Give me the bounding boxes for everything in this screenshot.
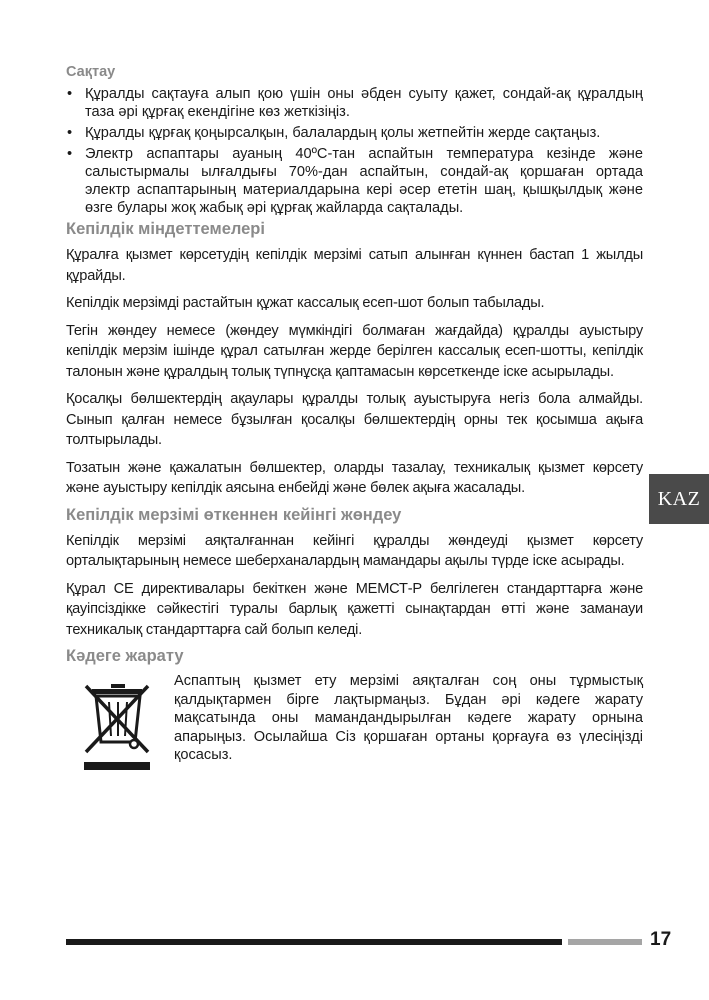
paragraph: Тозатын және қажалатын бөлшектер, оларды тазалау, техникалық қызмет көрсету және ауыстыру кепілдік аясына енбейді және бөлек ақыға жасалады. [66, 459, 643, 496]
language-tab: KAZ [649, 474, 709, 524]
paragraph: Қосалқы бөлшектердің ақаулары құралды толық ауыстыруға негіз бола алмайды. Сынып қалған немесе бұзылған қосалқы бөлшектердің орны тек қосымша ақыға толтырылады. [66, 391, 643, 448]
footer-rule-light [568, 939, 642, 945]
paragraph: Кепілдік мерзімді растайтын құжат кассалық есеп-шот болып табылады. [66, 295, 545, 311]
paragraph: Кепілдік мерзімі аяқталғаннан кейінгі құралды жөндеуді қызмет көрсету орталықтарының немесе шеберханалардың мамандары ақылы түрде іске асырады. [66, 532, 643, 569]
page-content [66, 64, 643, 781]
list-item: • Электр аспаптары ауаның 40ºС-тан аспайтын температура кезінде және салыстырмалы ылғалдығы 70%-дан аспайтын, сондай-ақ қоршаған ортада электр аспаптарының материалдарына кері әсер ететін шаң, қышқылдық және өзге булары жоқ жабық әрі құрғақ жайларда сақталады. [66, 145, 643, 217]
page-number: 17 [650, 929, 672, 950]
crossed-out-wheelie-bin-icon [78, 680, 158, 781]
paragraph: Құралға қызмет көрсетудің кепілдік мерзімі сатып алынған күннен бастап 1 жылды құрайды. [66, 247, 643, 284]
footer-rule-dark [66, 939, 562, 945]
list-item: • Құралды құрғақ қоңырсалқын, балалардың қолы жетпейтін жерде сақтаңыз. [66, 124, 643, 142]
post-warranty-heading: Кепілдік мерзімі өткеннен кейінгі жөндеу [66, 505, 402, 524]
list-item: • Құралды сақтауға алып қою үшін оны әбден суыту қажет, сондай-ақ құралдың таза әрі құрғақ екендігіне көз жеткізіңіз. [66, 85, 643, 121]
disposal-section [66, 672, 643, 781]
paragraph: Тегін жөндеу немесе (жөндеу мүмкіндігі болмаған жағдайда) құралды ауыстыру кепілдік мерзім ішінде құрал сатылған жерде берілген кассалық есеп-шотты, кепілдік талонын және құралдың толық түпнұсқа қаптамасын көрсеткенде іске асырылады. [66, 322, 643, 380]
disposal-heading: Кәдеге жарату [66, 647, 184, 665]
paragraph: Құрал СЕ директивалары бекіткен және МЕМСТ-Р белгілеген стандарттарға және қауіпсіздікке сәйкестігі туралы барлық қажетті сынақтардан өтті және заманауи техникалық стандарттарға сай болып келеді. [66, 580, 643, 638]
storage-list [66, 85, 643, 217]
disposal-text: Аспаптың қызмет ету мерзімі аяқталған соң оны тұрмыстық қалдықтармен бірге лақтырмаңыз. Бұдан әрі кәдеге жарату мақсатында оны мамандандырылған кәдеге жарату орнына апарыңыз. Осылайша Сіз қоршаған ортаны қорғауға өз үлесіңізді қосасыз. [174, 673, 643, 763]
warranty-heading: Кепілдік міндеттемелері [66, 220, 265, 238]
storage-heading: Сақтау [66, 64, 116, 80]
